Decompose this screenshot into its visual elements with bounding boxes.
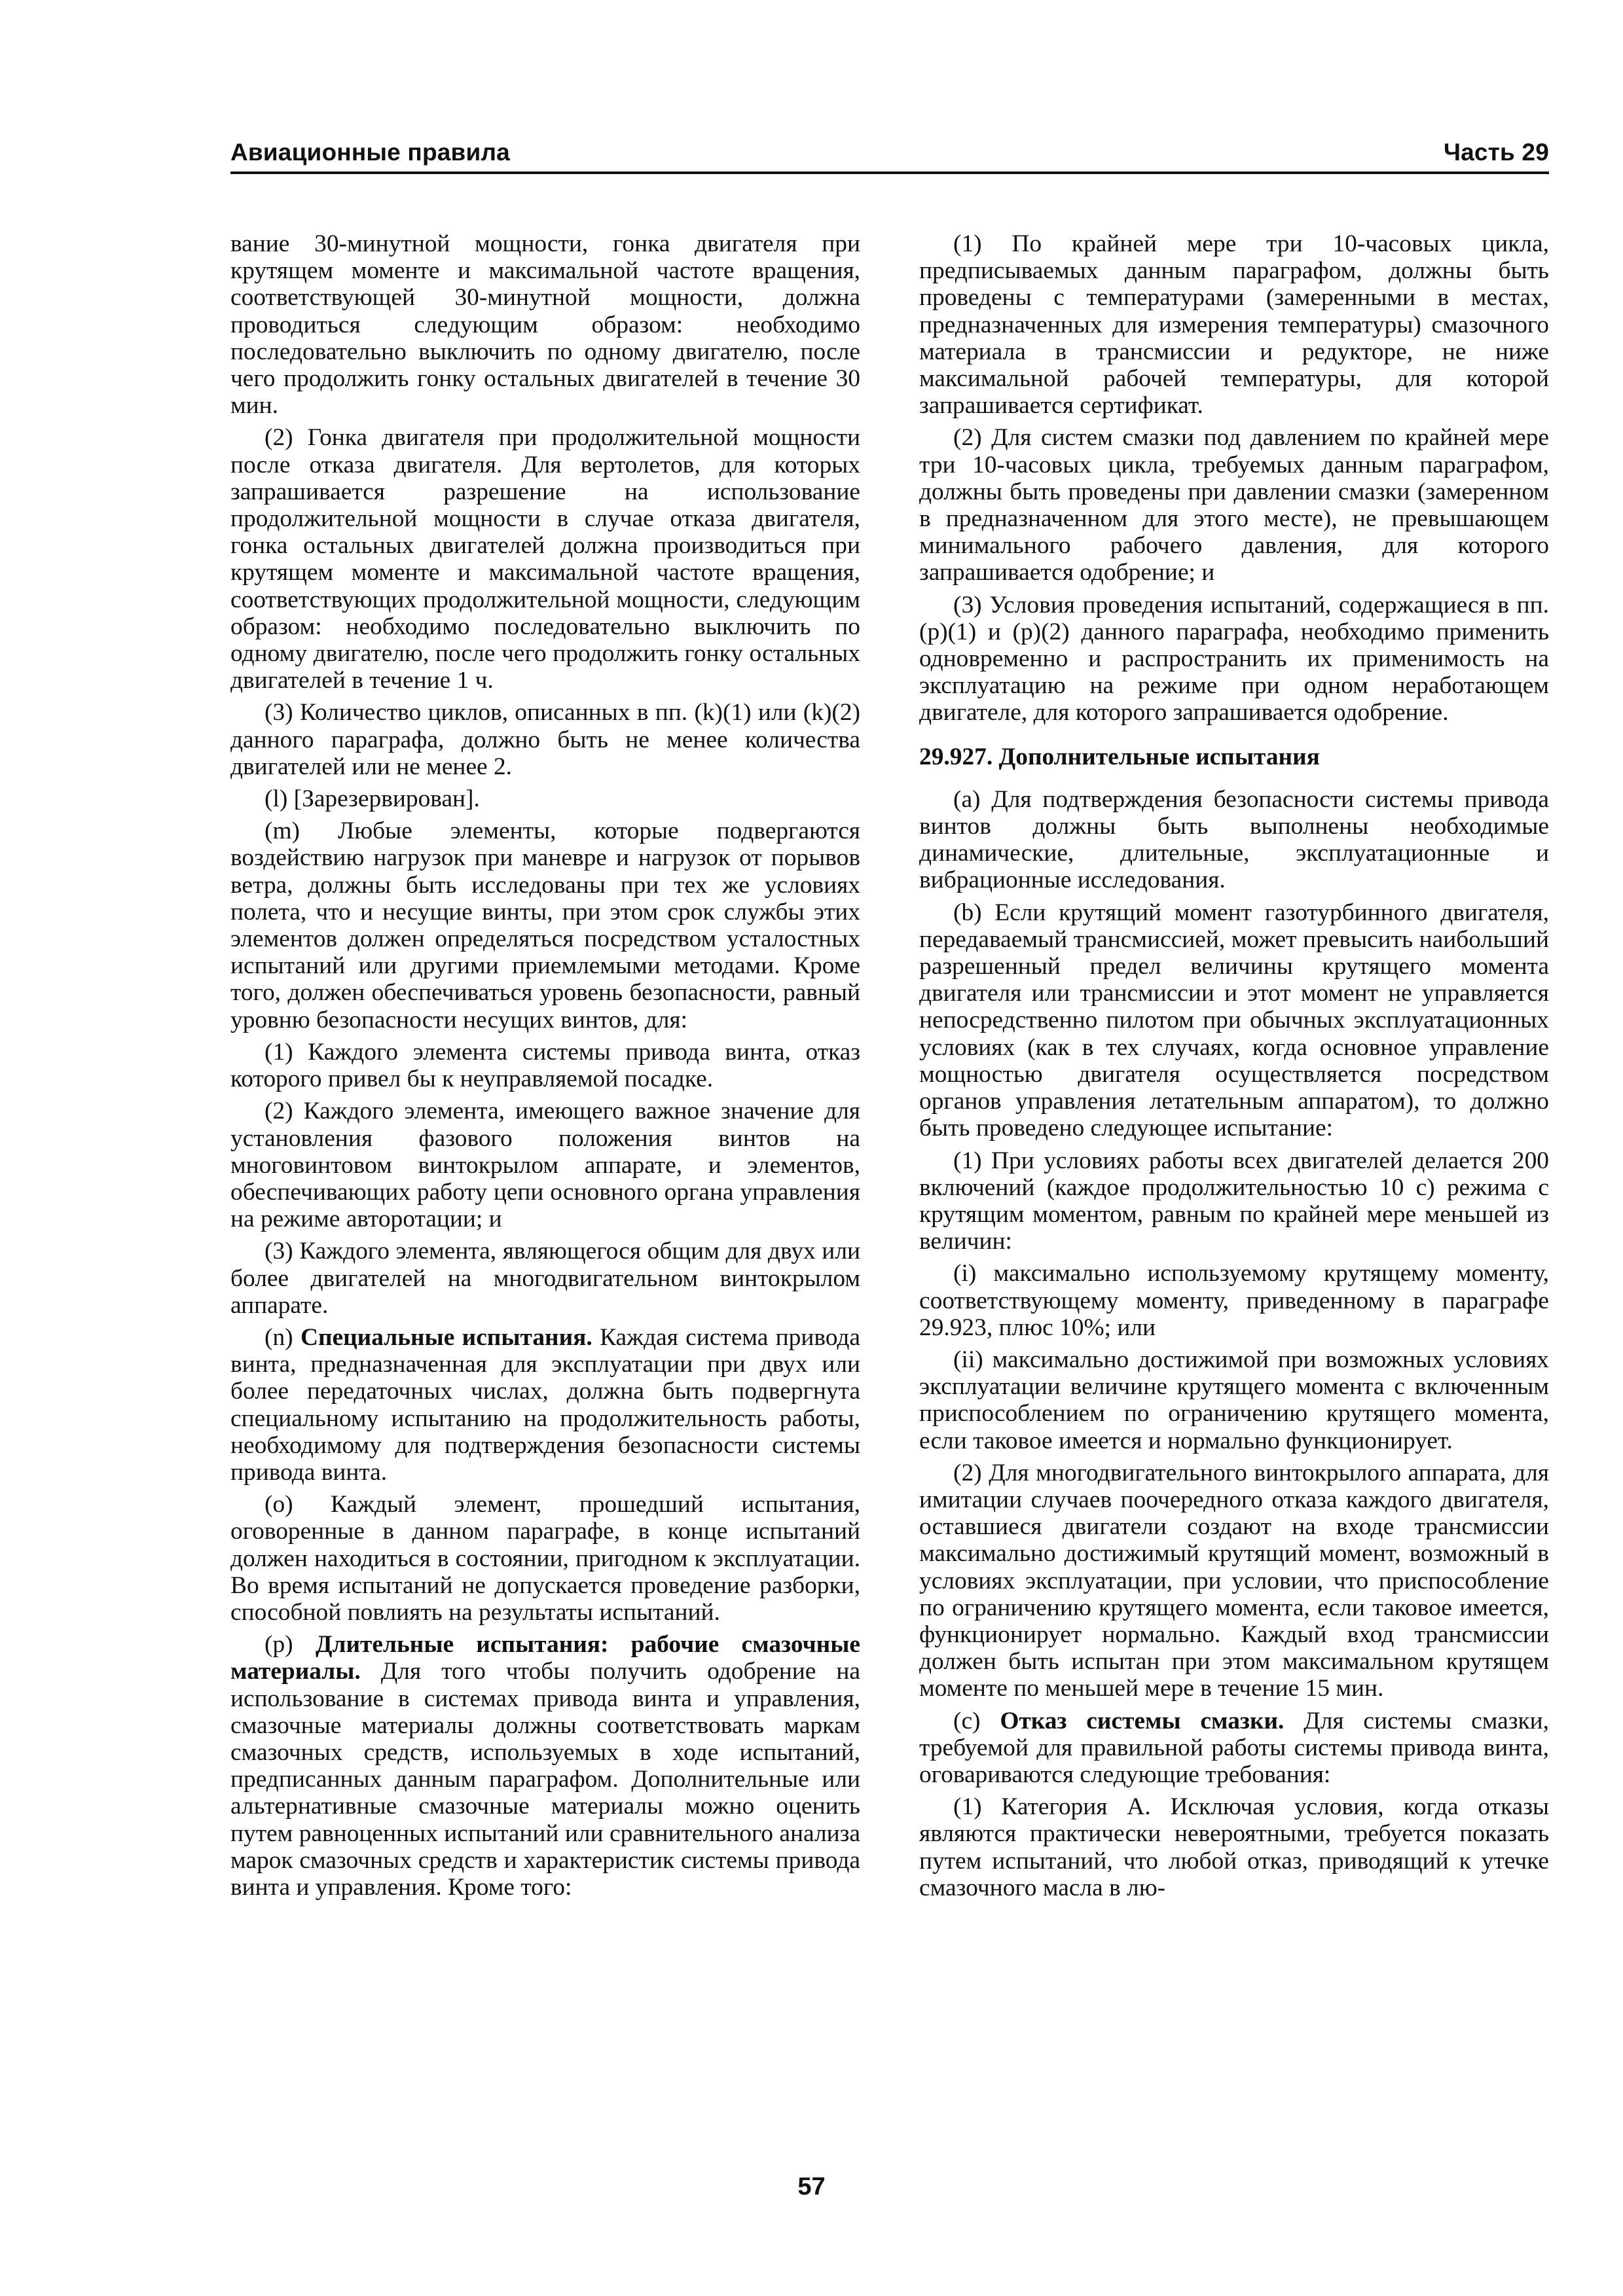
paragraph: (о) Каждый элемент, прошедший испытания, оговоренные в данном параграфе, в конце испытаний должен находиться в состоянии, пригодном к эксплуатации. Во время испытаний не допускается проведение разборки, способной повлиять на результаты испытаний. [230, 1491, 860, 1626]
paragraph: (1) По крайней мере три 10-часовых цикла, предписываемых данным параграфом, должны быть проведены с температурами (замеренными в местах, предназначенных для измерения температуры) смазочного материала в трансмиссии и редукторе, не ниже максимальной рабочей температуры, для которой запрашивается сертификат. [919, 230, 1549, 420]
right-column [919, 230, 1549, 1907]
paragraph: (а) Для подтверждения безопасности системы привода винтов должны быть выполнены необходимые динамические, длительные, эксплуатационные и вибрационные исследования. [919, 785, 1549, 894]
paragraph: (l) [Зарезервирован]. [264, 785, 480, 813]
paragraph [919, 1708, 1549, 1789]
paragraph-text: Для того чтобы получить одобрение на использование в системах привода винта и управления, смазочные материалы должны соответствовать маркам смазочных средств, используемых в ходе испытаний, предписанных данным параграфом. Дополнительные или альтернативные смазочные материалы можно оценить путем равноценных испытаний или сравнительного анализа марок смазочных средств и характеристик системы привода винта и управления. Кроме того: [230, 1658, 860, 1901]
paragraph: (3) Количество циклов, описанных в пп. (k)(1) или (k)(2) данного параграфа, должно быть не менее количества двигателей или не менее 2. [230, 699, 860, 780]
paragraph-bold-heading: Специальные испытания. [300, 1323, 593, 1351]
paragraph: (b) Если крутящий момент газотурбинного двигателя, передаваемый трансмиссией, может превысить наибольший разрешенный предел величины крутящего момента двигателя или трансмиссии и этот момент не управляется непосредственно пилотом при обычных эксплуатационных условиях (как в тех случаях, когда основное управление мощностью двигателя осуществляется посредством органов управления летательным аппаратом), то должно быть проведено следующее испытание: [919, 899, 1549, 1142]
paragraph-lead: (с) [953, 1707, 1000, 1734]
paragraph: (2) Каждого элемента, имеющего важное значение для установления фазового положения винтов на многовинтовом винтокрылом аппарате, и элементов, обеспечивающих работу цепи основного органа управления на режиме авторотации; и [230, 1098, 860, 1233]
paragraph-bold-heading: Длительные испытания: рабочие смазочные материалы. [230, 1631, 860, 1685]
paragraph: (m) Любые элементы, которые подвергаются воздействию нагрузок при маневре и нагрузок от порывов ветра, должны быть исследованы при тех же условиях полета, что и несущие винты, при этом срок службы этих элементов должен определяться посредством усталостных испытаний или другими приемлемыми методами. Кроме того, должен обеспечиваться уровень безопасности, равный уровню безопасности несущих винтов, для: [230, 817, 860, 1033]
paragraph: (2) Гонка двигателя при продолжительной мощности после отказа двигателя. Для вертолетов, для которых запрашивается разрешение на использование продолжительной мощности в случае отказа двигателя, гонка остальных двигателей должна производиться при крутящем моменте и максимальной частоте вращения, соответствующих продолжительной мощности, следующим образом: необходимо последовательно выключить по одному двигателю, после чего продолжить гонку остальных двигателей в течение 1 ч. [230, 424, 860, 694]
paragraph-bold-heading: Отказ системы смазки. [1000, 1707, 1285, 1734]
header-title: Авиационные правила [230, 139, 510, 166]
page-number: 57 [797, 2173, 826, 2200]
paragraph: (2) Для многодвигательного винтокрылого аппарата, для имитации случаев поочередного отказа каждого двигателя, оставшиеся двигатели создают на входе трансмиссии максимально достижимый крутящий момент, возможный в условиях эксплуатации, при условии, что приспособление по ограничению крутящего момента, если таковое имеется, функционирует нормально. Каждый вход трансмиссии должен быть испытан при этом максимальном крутящем моменте по меньшей мере в течение 15 мин. [919, 1459, 1549, 1702]
paragraph: (1) При условиях работы всех двигателей делается 200 включений (каждое продолжительностью 10 с) режима с крутящим моментом, равным по крайней мере меньшей из величин: [919, 1147, 1549, 1255]
paragraph-text: Для системы смазки, требуемой для правильной работы системы привода винта, оговариваются следующие требования: [919, 1707, 1549, 1788]
paragraph [230, 1324, 860, 1486]
left-column [230, 230, 860, 1906]
paragraph: вание 30-минутной мощности, гонка двигателя при крутящем моменте и максимальной частоте вращения, соответствующей 30-минутной мощности, должна проводиться следующим образом: необходимо последовательно выключить по одному двигателю, после чего продолжить гонку остальных двигателей в течение 30 мин. [230, 230, 860, 420]
paragraph: (3) Условия проведения испытаний, содержащиеся в пп. (р)(1) и (р)(2) данного параграфа, необходимо применить одновременно и распространить их применимость на эксплуатацию на режиме при одном неработающем двигателе, для которого запрашивается одобрение. [919, 591, 1549, 726]
paragraph [230, 1631, 860, 1901]
paragraph: (1) Категория А. Исключая условия, когда отказы являются практически невероятными, требуется показать путем испытаний, что любой отказ, приводящий к утечке смазочного масла в лю- [919, 1793, 1549, 1901]
paragraph-lead: (n) [264, 1323, 301, 1351]
section-heading: 29.927. Дополнительные испытания [919, 743, 1320, 770]
paragraph-text: Каждая система привода винта, предназначенная для эксплуатации при двух или более передаточных числах, должна быть подвергнута специальному испытанию на продолжительность работы, необходимому для подтверждения безопасности системы привода винта. [230, 1323, 860, 1486]
header-part: Часть 29 [1443, 139, 1549, 166]
paragraph: (i) максимально используемому крутящему моменту, соответствующему моменту, приведенному в параграфе 29.923, плюс 10%; или [919, 1260, 1549, 1341]
paragraph: (3) Каждого элемента, являющегося общим для двух или более двигателей на многодвигательном винтокрылом аппарате. [230, 1238, 860, 1319]
paragraph: (ii) максимально достижимой при возможных условиях эксплуатации величине крутящего момента с включенным приспособлением по ограничению крутящего момента, если таковое имеется и нормально функционирует. [919, 1346, 1549, 1454]
paragraph: (2) Для систем смазки под давлением по крайней мере три 10-часовых цикла, требуемых данным параграфом, должны быть проведены при давлении смазки (замеренном в предназначенном для этого месте), не превышающем минимального рабочего давления, для которого запрашивается одобрение; и [919, 424, 1549, 586]
running-header [230, 131, 1549, 174]
paragraph-lead: (р) [264, 1631, 316, 1659]
paragraph: (1) Каждого элемента системы привода винта, отказ которого привел бы к неуправляемой посадке. [230, 1038, 860, 1093]
